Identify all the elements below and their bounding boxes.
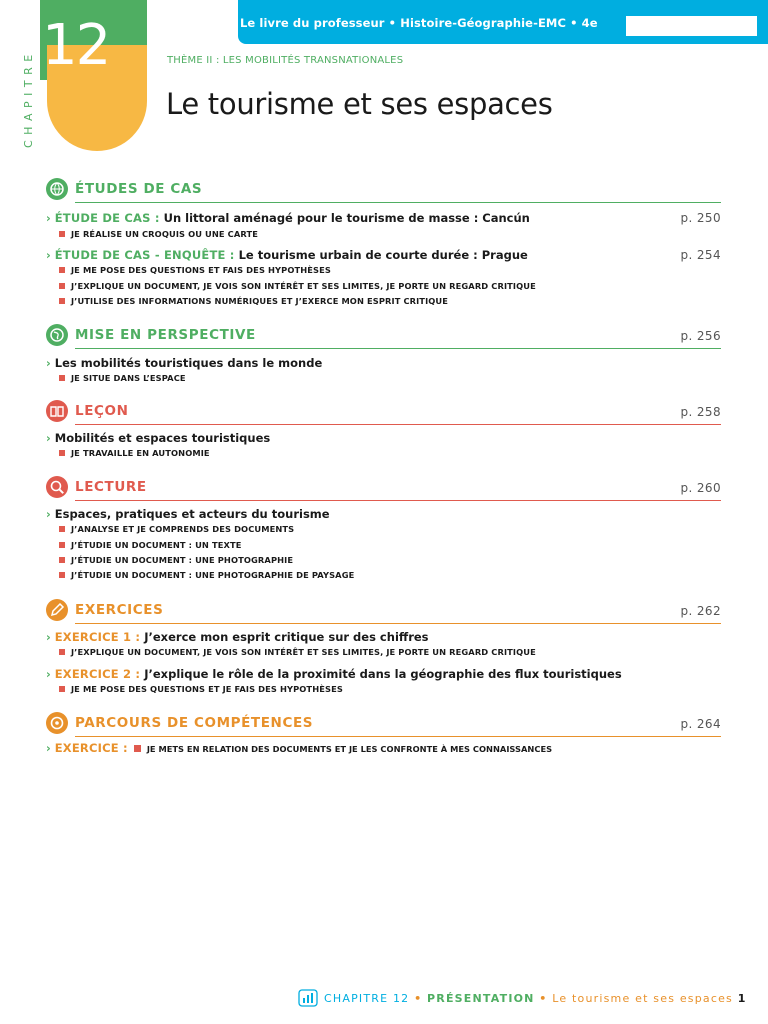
list-item[interactable] (46, 741, 721, 755)
bullet-square-icon (59, 231, 65, 237)
entry-text: Mobilités et espaces touristiques (54, 431, 271, 445)
entry-text: Un littoral aménagé pour le tourisme de masse : Cancún (163, 211, 530, 225)
skill-item: JE ME POSE DES QUESTIONS ET JE FAIS DES HYPOTHÈSES (59, 684, 343, 694)
section-page: p. 264 (680, 717, 721, 731)
section-title: LEÇON (75, 403, 129, 419)
globe-icon (46, 178, 68, 200)
chevron-right-icon: › (46, 356, 51, 370)
bullet-square-icon (59, 557, 65, 563)
list-item[interactable] (46, 667, 721, 681)
bullet-square-icon (59, 686, 65, 692)
footer-text: CHAPITRE 12 • PRÉSENTATION • Le tourisme et ses espaces 1 (324, 992, 747, 1005)
skill-item: J’ANALYSE ET JE COMPRENDS DES DOCUMENTS (59, 524, 294, 534)
skill-item: J’EXPLIQUE UN DOCUMENT, JE VOIS SON INTÉRÊT ET SES LIMITES, JE PORTE UN REGARD CRITIQUE (59, 647, 536, 657)
section-parcours (46, 713, 721, 733)
section-title: LECTURE (75, 479, 147, 495)
entry-label: ÉTUDE DE CAS - ENQUÊTE : (54, 248, 235, 262)
skill-inline: JE METS EN RELATION DES DOCUMENTS ET JE LES CONFRONTE À MES CONNAISSANCES (132, 744, 552, 754)
banner-box (626, 16, 757, 36)
list-item[interactable] (46, 630, 721, 644)
section-page: p. 262 (680, 604, 721, 618)
entry-label: EXERCICE 2 : (54, 667, 141, 681)
page-number: 1 (737, 992, 747, 1005)
chevron-right-icon: › (46, 630, 51, 644)
skill-item: JE TRAVAILLE EN AUTONOMIE (59, 448, 210, 458)
skill-item: J’ÉTUDIE UN DOCUMENT : UNE PHOTOGRAPHIE (59, 555, 293, 565)
section-title: MISE EN PERSPECTIVE (75, 327, 256, 343)
section-rule (75, 500, 721, 502)
skill-item: J’ÉTUDIE UN DOCUMENT : UNE PHOTOGRAPHIE DE PAYSAGE (59, 570, 354, 580)
bullet-square-icon (59, 526, 65, 532)
section-title: ÉTUDES DE CAS (75, 181, 203, 197)
entry-text: J’explique le rôle de la proximité dans la géographie des flux touristiques (144, 667, 622, 681)
bullet-square-icon (59, 572, 65, 578)
section-etudes (46, 179, 721, 199)
bullet-square-icon (59, 375, 65, 381)
section-rule (75, 424, 721, 426)
entry-text: J’exerce mon esprit critique sur des chiffres (144, 630, 429, 644)
chevron-right-icon: › (46, 507, 51, 521)
skill-item: JE SITUE DANS L’ESPACE (59, 373, 186, 383)
bullet-square-icon (59, 267, 65, 273)
entry-label: EXERCICE : (54, 741, 128, 755)
page-title: Le tourisme et ses espaces (166, 87, 553, 121)
section-title: EXERCICES (75, 602, 164, 618)
target-icon (46, 712, 68, 734)
bullet-square-icon (59, 298, 65, 304)
bullet-square-icon (59, 649, 65, 655)
list-item[interactable] (46, 211, 721, 225)
chevron-right-icon: › (46, 211, 51, 225)
section-perspective (46, 325, 721, 345)
chevron-right-icon: › (46, 431, 51, 445)
entry-text: Le tourisme urbain de courte durée : Prague (238, 248, 528, 262)
pencil-icon (46, 599, 68, 621)
bullet-square-icon (134, 745, 141, 752)
bullet-square-icon (59, 283, 65, 289)
entry-page: p. 254 (680, 248, 721, 262)
chevron-right-icon: › (46, 248, 51, 262)
world-map-icon (46, 324, 68, 346)
skill-item: JE RÉALISE UN CROQUIS OU UNE CARTE (59, 229, 258, 239)
footer-chapter: CHAPITRE 12 (324, 992, 410, 1005)
section-page: p. 256 (680, 329, 721, 343)
entry-label: EXERCICE 1 : (54, 630, 141, 644)
chart-icon (298, 989, 318, 1010)
chapter-vertical-label (13, 40, 43, 150)
entry-text: Les mobilités touristiques dans le monde (54, 356, 323, 370)
chevron-right-icon: › (46, 667, 51, 681)
skill-item: J’UTILISE DES INFORMATIONS NUMÉRIQUES ET J’EXERCE MON ESPRIT CRITIQUE (59, 296, 448, 306)
list-item[interactable] (46, 356, 721, 370)
entry-text: Espaces, pratiques et acteurs du tourisme (54, 507, 330, 521)
section-rule (75, 202, 721, 204)
theme-label: THÈME II : LES MOBILITÉS TRANSNATIONALES (167, 55, 404, 66)
footer (298, 991, 747, 1009)
footer-section: PRÉSENTATION (427, 992, 535, 1005)
section-page: p. 258 (680, 405, 721, 419)
banner-text: Le livre du professeur • Histoire-Géographie-EMC • 4e (240, 16, 598, 30)
section-page: p. 260 (680, 481, 721, 495)
skill-item: J’ÉTUDIE UN DOCUMENT : UN TEXTE (59, 540, 242, 550)
entry-page: p. 250 (680, 211, 721, 225)
chapter-vertical-text: CHAPITRE (22, 49, 35, 148)
book-icon (46, 400, 68, 422)
section-lecon (46, 401, 721, 421)
section-exercices (46, 600, 721, 620)
section-rule (75, 623, 721, 625)
bullet-square-icon (59, 542, 65, 548)
section-title: PARCOURS DE COMPÉTENCES (75, 715, 314, 731)
section-lecture (46, 477, 721, 497)
list-item[interactable] (46, 507, 721, 521)
list-item[interactable] (46, 431, 721, 445)
skill-item: J’EXPLIQUE UN DOCUMENT, JE VOIS SON INTÉRÊT ET SES LIMITES, JE PORTE UN REGARD CRITIQUE (59, 281, 536, 291)
chapter-number: 12 (42, 13, 110, 78)
magnifier-icon (46, 476, 68, 498)
list-item[interactable] (46, 248, 721, 262)
chevron-right-icon: › (46, 741, 51, 755)
section-rule (75, 348, 721, 350)
skill-item: JE ME POSE DES QUESTIONS ET FAIS DES HYPOTHÈSES (59, 265, 331, 275)
entry-label: ÉTUDE DE CAS : (54, 211, 160, 225)
bullet-square-icon (59, 450, 65, 456)
section-rule (75, 736, 721, 738)
footer-title: Le tourisme et ses espaces (552, 992, 733, 1005)
